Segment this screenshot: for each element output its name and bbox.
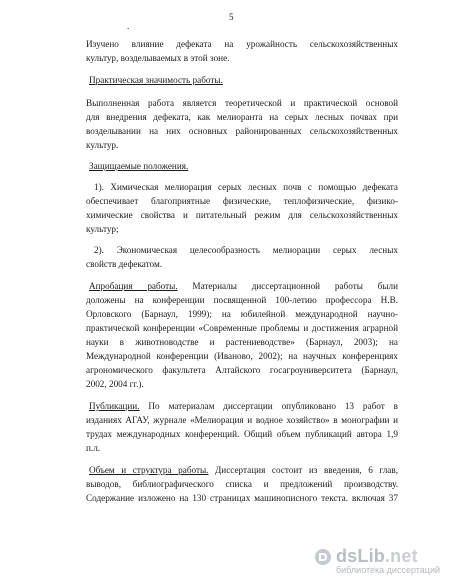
text-span: По материалам диссертации опубликовано 13 работ в: [139, 401, 398, 411]
text-line: 2002, 2004 гг.).: [86, 379, 144, 389]
watermark-brand-tld: .net: [384, 546, 418, 566]
text-line: обеспечивает благоприятные физические, теплофизические, физико-: [86, 196, 398, 206]
watermark-tagline: библиотека диссертаций: [335, 565, 440, 575]
text-line: культур.: [86, 140, 119, 150]
text-line: для внедрения дефеката, как мелиоранта на серых лесных почвах при: [86, 112, 398, 122]
structure-line: [89, 464, 398, 476]
page-mark: .: [127, 21, 130, 31]
heading-publications: Публикации.: [89, 401, 140, 411]
heading-structure: Объем и структура работы.: [89, 465, 209, 475]
text-line: свойств дефекатом.: [86, 259, 163, 269]
heading-text: Практическая значимость работы.: [89, 75, 223, 85]
dslib-logo-icon: [314, 548, 332, 566]
watermark-brand-main: dsLib: [335, 546, 385, 566]
text-line: культур;: [86, 224, 119, 234]
text-line: п.л.: [86, 443, 101, 453]
text-line: трудах международных конференций. Общий объем публикаций автора 1,9: [86, 429, 398, 439]
heading-practical-significance: [89, 74, 401, 86]
text-line: Содержание изложено на 130 страницах машинописного текста. включая 37: [86, 493, 398, 503]
text-line: Изучено влияние дефеката на урожайность сельскохозяйственных: [86, 39, 398, 49]
text-line: доложены на конференции посвященной 100-летию профессора Н.В.: [86, 295, 398, 305]
text-span: Материалы диссертационной работы были: [177, 281, 398, 291]
heading-text: Защищаемые положения.: [89, 161, 189, 171]
text-line: Орловского (Барнаул, 1999); на юбилейной международной научно-: [86, 309, 398, 319]
text-line: науки в животноводстве и растениеводстве» (Барнаул, 2003); на: [86, 337, 398, 347]
heading-defended-points: [89, 160, 401, 172]
text-line: агрономического факультета Алтайского госагроуниверситета (Барнаул,: [86, 365, 398, 375]
text-line: 2). Экономическая целесообразность мелиорации серых лесных: [94, 245, 398, 255]
page-number: 5: [229, 12, 234, 22]
text-line: возделывании на них основных районированных сельскохозяйственных: [86, 126, 398, 136]
text-line: Международной конференции (Иваново, 2002); на научных конференциях: [86, 351, 398, 361]
heading-approbation: Апробация работы.: [89, 281, 178, 291]
text-line: 1). Химическая мелиорация серых лесных почв с помощью дефеката: [94, 182, 398, 192]
approbation-line: [89, 280, 398, 292]
text-line: Выполненная работа является теоретической и практической основой: [86, 98, 398, 108]
watermark-brand: [336, 546, 418, 567]
text-span: Диссертация состоит из введения, 6 глав,: [208, 465, 399, 475]
text-line: изданиях АГАУ, журнале «Мелиорация и водное хозяйство» в монографии и: [86, 415, 398, 425]
text-line: выводов, библиографического списка и предложений производству.: [86, 479, 398, 489]
text-line: химические свойства и питательный режим для сельскохозяйственных: [86, 210, 398, 220]
text-line: культур, возделываемых в этой зоне.: [86, 53, 230, 63]
publications-line: [89, 400, 398, 412]
text-line: практической конференции «Современные проблемы и достижения аграрной: [86, 323, 398, 333]
dslib-watermark: [314, 546, 440, 575]
